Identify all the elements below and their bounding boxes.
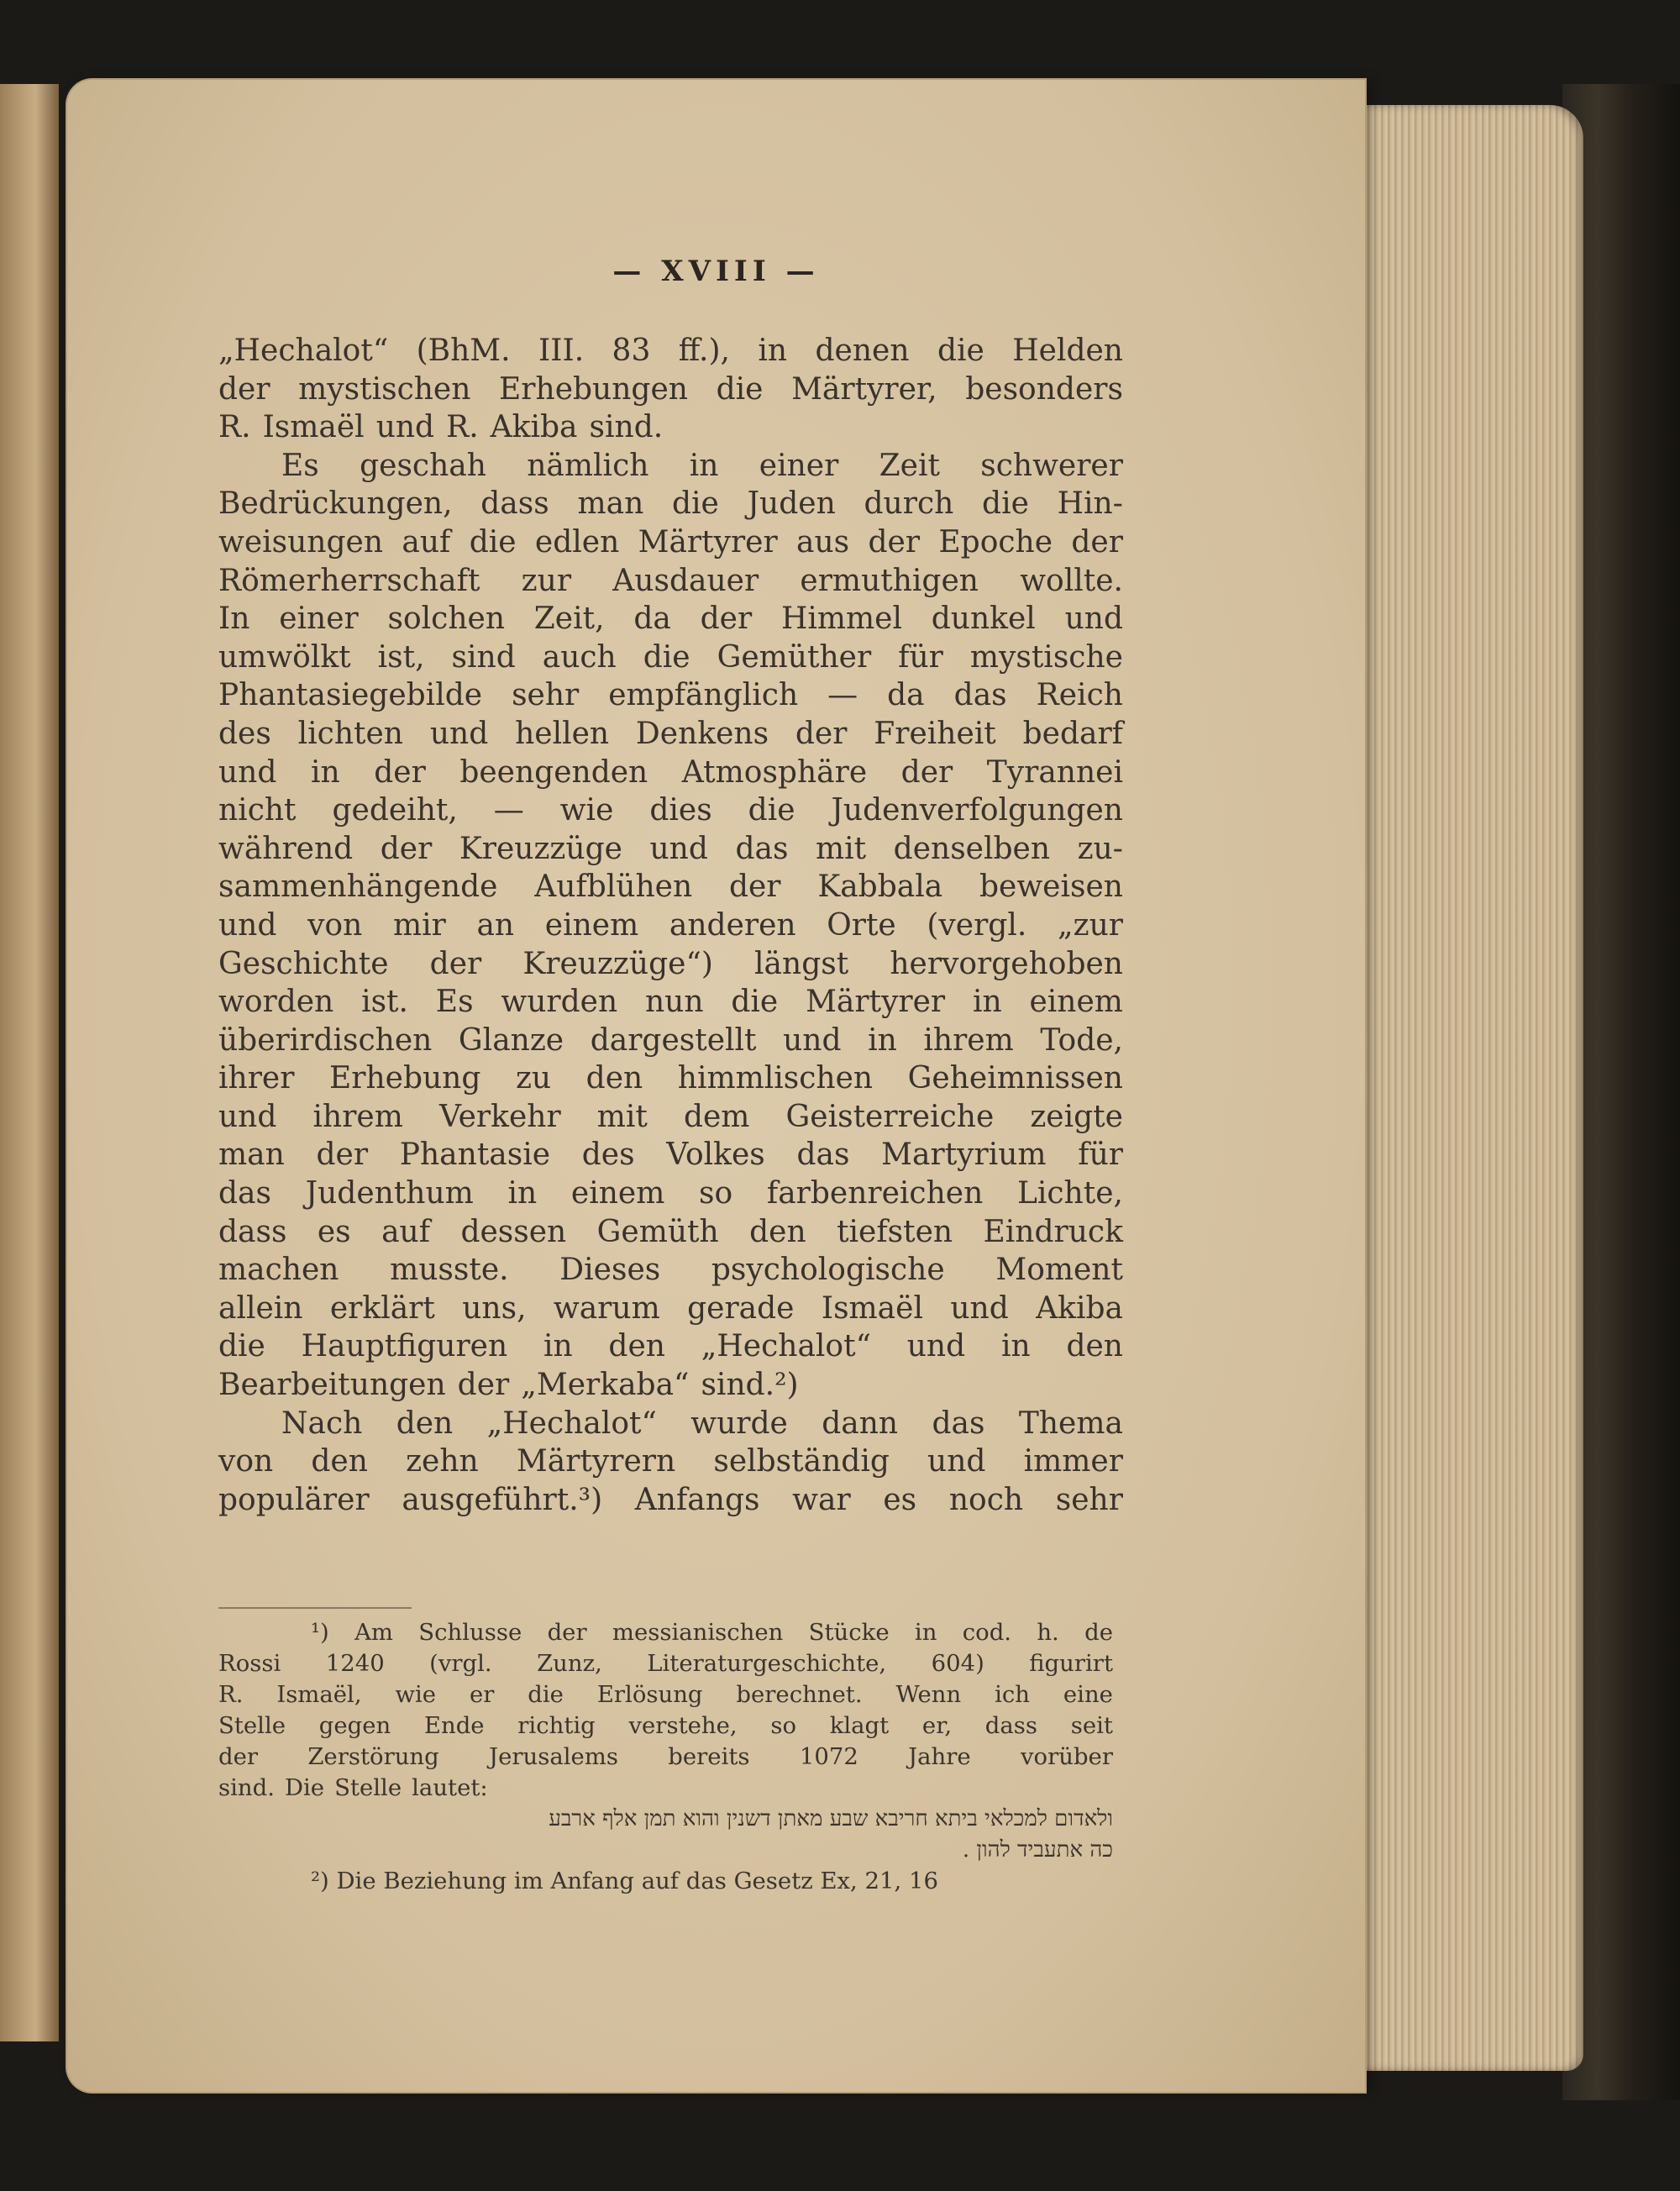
text-line: ihrer Erhebung zu den himmlischen Geheimnissen xyxy=(218,1061,1123,1096)
body-text xyxy=(218,332,1123,1519)
text-line: Römerherrschaft zur Ausdauer ermuthigen wollte. xyxy=(218,563,1123,598)
text-line: man der Phantasie des Volkes das Martyrium für xyxy=(218,1138,1123,1173)
text-line: Bearbeitungen der „Merkaba“ sind.²) xyxy=(218,1368,799,1403)
text-line: nicht gedeiht, — wie dies die Judenverfolgungen xyxy=(218,793,1123,828)
text-line: die Hauptfiguren in den „Hechalot“ und in den xyxy=(218,1329,1123,1364)
footnote-1 xyxy=(218,1617,1113,1804)
page-edges xyxy=(1344,105,1583,2071)
hebrew-line: כה אתעביד להון . xyxy=(962,1837,1113,1863)
text-line: Nach den „Hechalot“ wurde dann das Thema xyxy=(281,1405,1123,1441)
hebrew-quote xyxy=(218,1804,1113,1866)
footnote-2 xyxy=(218,1866,1113,1897)
facing-page-edge xyxy=(0,84,59,2041)
page-number: — XVIII — xyxy=(612,255,820,288)
text-line: Bedrückungen, dass man die Juden durch die Hin- xyxy=(218,486,1123,522)
footnote-line: Rossi 1240 (vrgl. Zunz, Literaturgeschichte, 604) figurirt xyxy=(218,1650,1113,1677)
text-line: der mystischen Erhebungen die Märtyrer, besonders xyxy=(218,371,1123,407)
text-line: überirdischen Glanze dargestellt und in ihrem Tode, xyxy=(218,1022,1123,1058)
footnote-line: R. Ismaël, wie er die Erlösung berechnet. Wenn ich eine xyxy=(218,1681,1113,1708)
footnote-2-text: ²) Die Beziehung im Anfang auf das Gesetz Ex, 21, 16 xyxy=(311,1868,939,1894)
text-line: Phantasiegebilde sehr empfänglich — da das Reich xyxy=(218,678,1123,713)
footnotes xyxy=(218,1617,1113,1897)
text-line: sammenhängende Aufblühen der Kabbala beweisen xyxy=(218,870,1123,905)
footnote-line: sind. Die Stelle lautet: xyxy=(218,1774,488,1801)
footnote-rule xyxy=(218,1607,412,1609)
text-line: „Hechalot“ (BhM. III. 83 ff.), in denen die Helden xyxy=(218,334,1123,368)
text-line: umwölkt ist, sind auch die Gemüther für mystische xyxy=(218,639,1123,675)
text-line: und ihrem Verkehr mit dem Geisterreiche zeigte xyxy=(218,1099,1123,1134)
text-line: allein erklärt uns, warum gerade Ismaël und Akiba xyxy=(218,1290,1123,1326)
text-line: während der Kreuzzüge und das mit denselben zu- xyxy=(218,831,1123,866)
text-line: R. Ismaël und R. Akiba sind. xyxy=(218,410,664,445)
text-line: von den zehn Märtyrern selbständig und immer xyxy=(218,1444,1123,1479)
hebrew-line: ולאדום למכלאי ביתא חריבא שבע מאתן דשנין והוא תמן אלף ארבע xyxy=(549,1806,1113,1831)
text-line: das Judenthum in einem so farbenreichen Lichte, xyxy=(218,1176,1123,1211)
text-line: weisungen auf die edlen Märtyrer aus der Epoche der xyxy=(218,524,1123,560)
text-line: machen musste. Dieses psychologische Moment xyxy=(218,1253,1123,1288)
text-line: Es geschah nämlich in einer Zeit schwerer xyxy=(281,448,1123,483)
text-line: Geschichte der Kreuzzüge“) längst hervorgehoben xyxy=(218,946,1123,981)
text-line: und in der beengenden Atmosphäre der Tyrannei xyxy=(218,754,1123,790)
text-line: des lichten und hellen Denkens der Freiheit bedarf xyxy=(218,716,1123,751)
footnote-line: Stelle gegen Ende richtig verstehe, so klagt er, dass seit xyxy=(218,1712,1113,1739)
text-line: und von mir an einem anderen Orte (vergl. „zur xyxy=(218,907,1123,943)
footnote-line: der Zerstörung Jerusalems bereits 1072 Jahre vorüber xyxy=(218,1743,1113,1770)
text-line: dass es auf dessen Gemüth den tiefsten Eindruck xyxy=(218,1214,1123,1249)
text-line: In einer solchen Zeit, da der Himmel dunkel und xyxy=(218,602,1123,637)
book-page xyxy=(67,80,1365,2092)
text-line: worden ist. Es wurden nun die Märtyrer in einem xyxy=(218,985,1123,1020)
text-line: populärer ausgeführt.³) Anfangs war es noch sehr xyxy=(218,1482,1123,1517)
footnote-line: ¹) Am Schlusse der messianischen Stücke in cod. h. de xyxy=(311,1619,1113,1646)
